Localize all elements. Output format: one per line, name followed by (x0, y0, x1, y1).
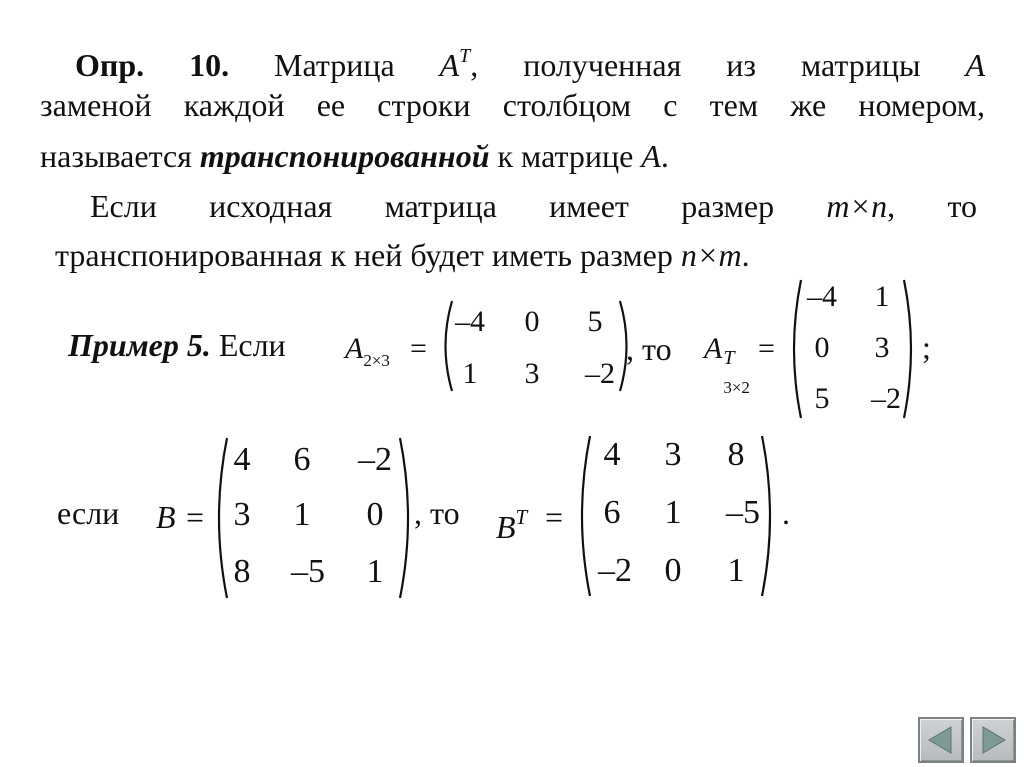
bt-equals: = (545, 499, 564, 535)
matrix-a-cell: 0 (524, 305, 540, 338)
b-equals: = (186, 499, 205, 535)
at-3x2-symbol: A T 3×2 (704, 332, 750, 397)
size-note-line-1: Если исходная матрица имеет размер m×n, то (90, 188, 978, 224)
transposed-term: транспонированной (199, 138, 490, 174)
matrix-b-cell: –2 (358, 441, 392, 478)
example-b-if: если (57, 495, 120, 531)
matrix-bt-cell: 1 (727, 552, 745, 589)
arrow-left-icon (920, 719, 962, 761)
b-symbol: B (156, 499, 176, 535)
matrix-bt-cell: 4 (603, 436, 621, 473)
matrix-b-cell: 6 (293, 441, 311, 478)
matrix-bt-cell: 0 (664, 552, 682, 589)
a-2x3-symbol: $A_{2\times 3}$ (345, 332, 390, 370)
matrix-bt-cell: 1 (664, 494, 682, 531)
matrix-bt-cell: –2 (598, 552, 632, 589)
matrix-b-cell: 4 (233, 441, 251, 478)
matrix-b-cell: 8 (233, 553, 251, 590)
matrix-bt-cell: 8 (727, 436, 745, 473)
matrix-bt-cell: 3 (664, 436, 682, 473)
matrix-b-cell: 1 (366, 553, 384, 590)
example-5-label: Пример 5. Если (68, 327, 286, 363)
matrix-at-symbol: $A^T$ (439, 45, 471, 83)
matrix-bt-right-paren (758, 433, 780, 599)
matrix-b-cell: –5 (291, 553, 325, 590)
example-b-then: , то (414, 495, 460, 531)
definition-line-2: заменой каждой ее строки столбцом с тем же номером, (40, 87, 985, 123)
matrix-a-cell: –2 (585, 357, 615, 390)
matrix-at-cell: 3 (874, 331, 890, 364)
matrix-b-cell: 0 (366, 496, 384, 533)
matrix-at-right-paren (900, 277, 920, 421)
next-slide-button[interactable] (970, 717, 1016, 763)
at-equals: = (758, 332, 775, 365)
matrix-at-cell: –4 (807, 280, 837, 313)
matrix-at-cell: 5 (814, 382, 830, 415)
example-b-dot: . (782, 495, 790, 531)
a-equals: = (410, 332, 427, 365)
example-5-then: , то (626, 331, 672, 367)
matrix-a-cell: 5 (587, 305, 603, 338)
matrix-b-cell: 1 (293, 496, 311, 533)
matrix-bt-cell: 6 (603, 494, 621, 531)
matrix-a-cell: 1 (462, 357, 478, 390)
matrix-at-cell: –2 (871, 382, 901, 415)
size-note-line-2: транспонированная к ней будет иметь размер n×m. (55, 237, 750, 273)
definition-line-3: называется транспонированной к матрице A. (40, 138, 669, 174)
matrix-at-cell: 1 (874, 280, 890, 313)
definition-line-1: Опр. 10. Матрица $A^T$, полученная из матрицы A (75, 45, 985, 83)
matrix-a-cell: 3 (524, 357, 540, 390)
definition-label: Опр. 10. (75, 47, 230, 83)
arrow-right-icon (972, 719, 1014, 761)
bt-symbol: $B^T$ (496, 505, 528, 545)
matrix-at-cell: 0 (814, 331, 830, 364)
matrix-a-cell: –4 (455, 305, 485, 338)
prev-slide-button[interactable] (918, 717, 964, 763)
matrix-bt-cell: –5 (726, 494, 760, 531)
matrix-b-cell: 3 (233, 496, 251, 533)
example-5-semicolon: ; (922, 329, 931, 365)
